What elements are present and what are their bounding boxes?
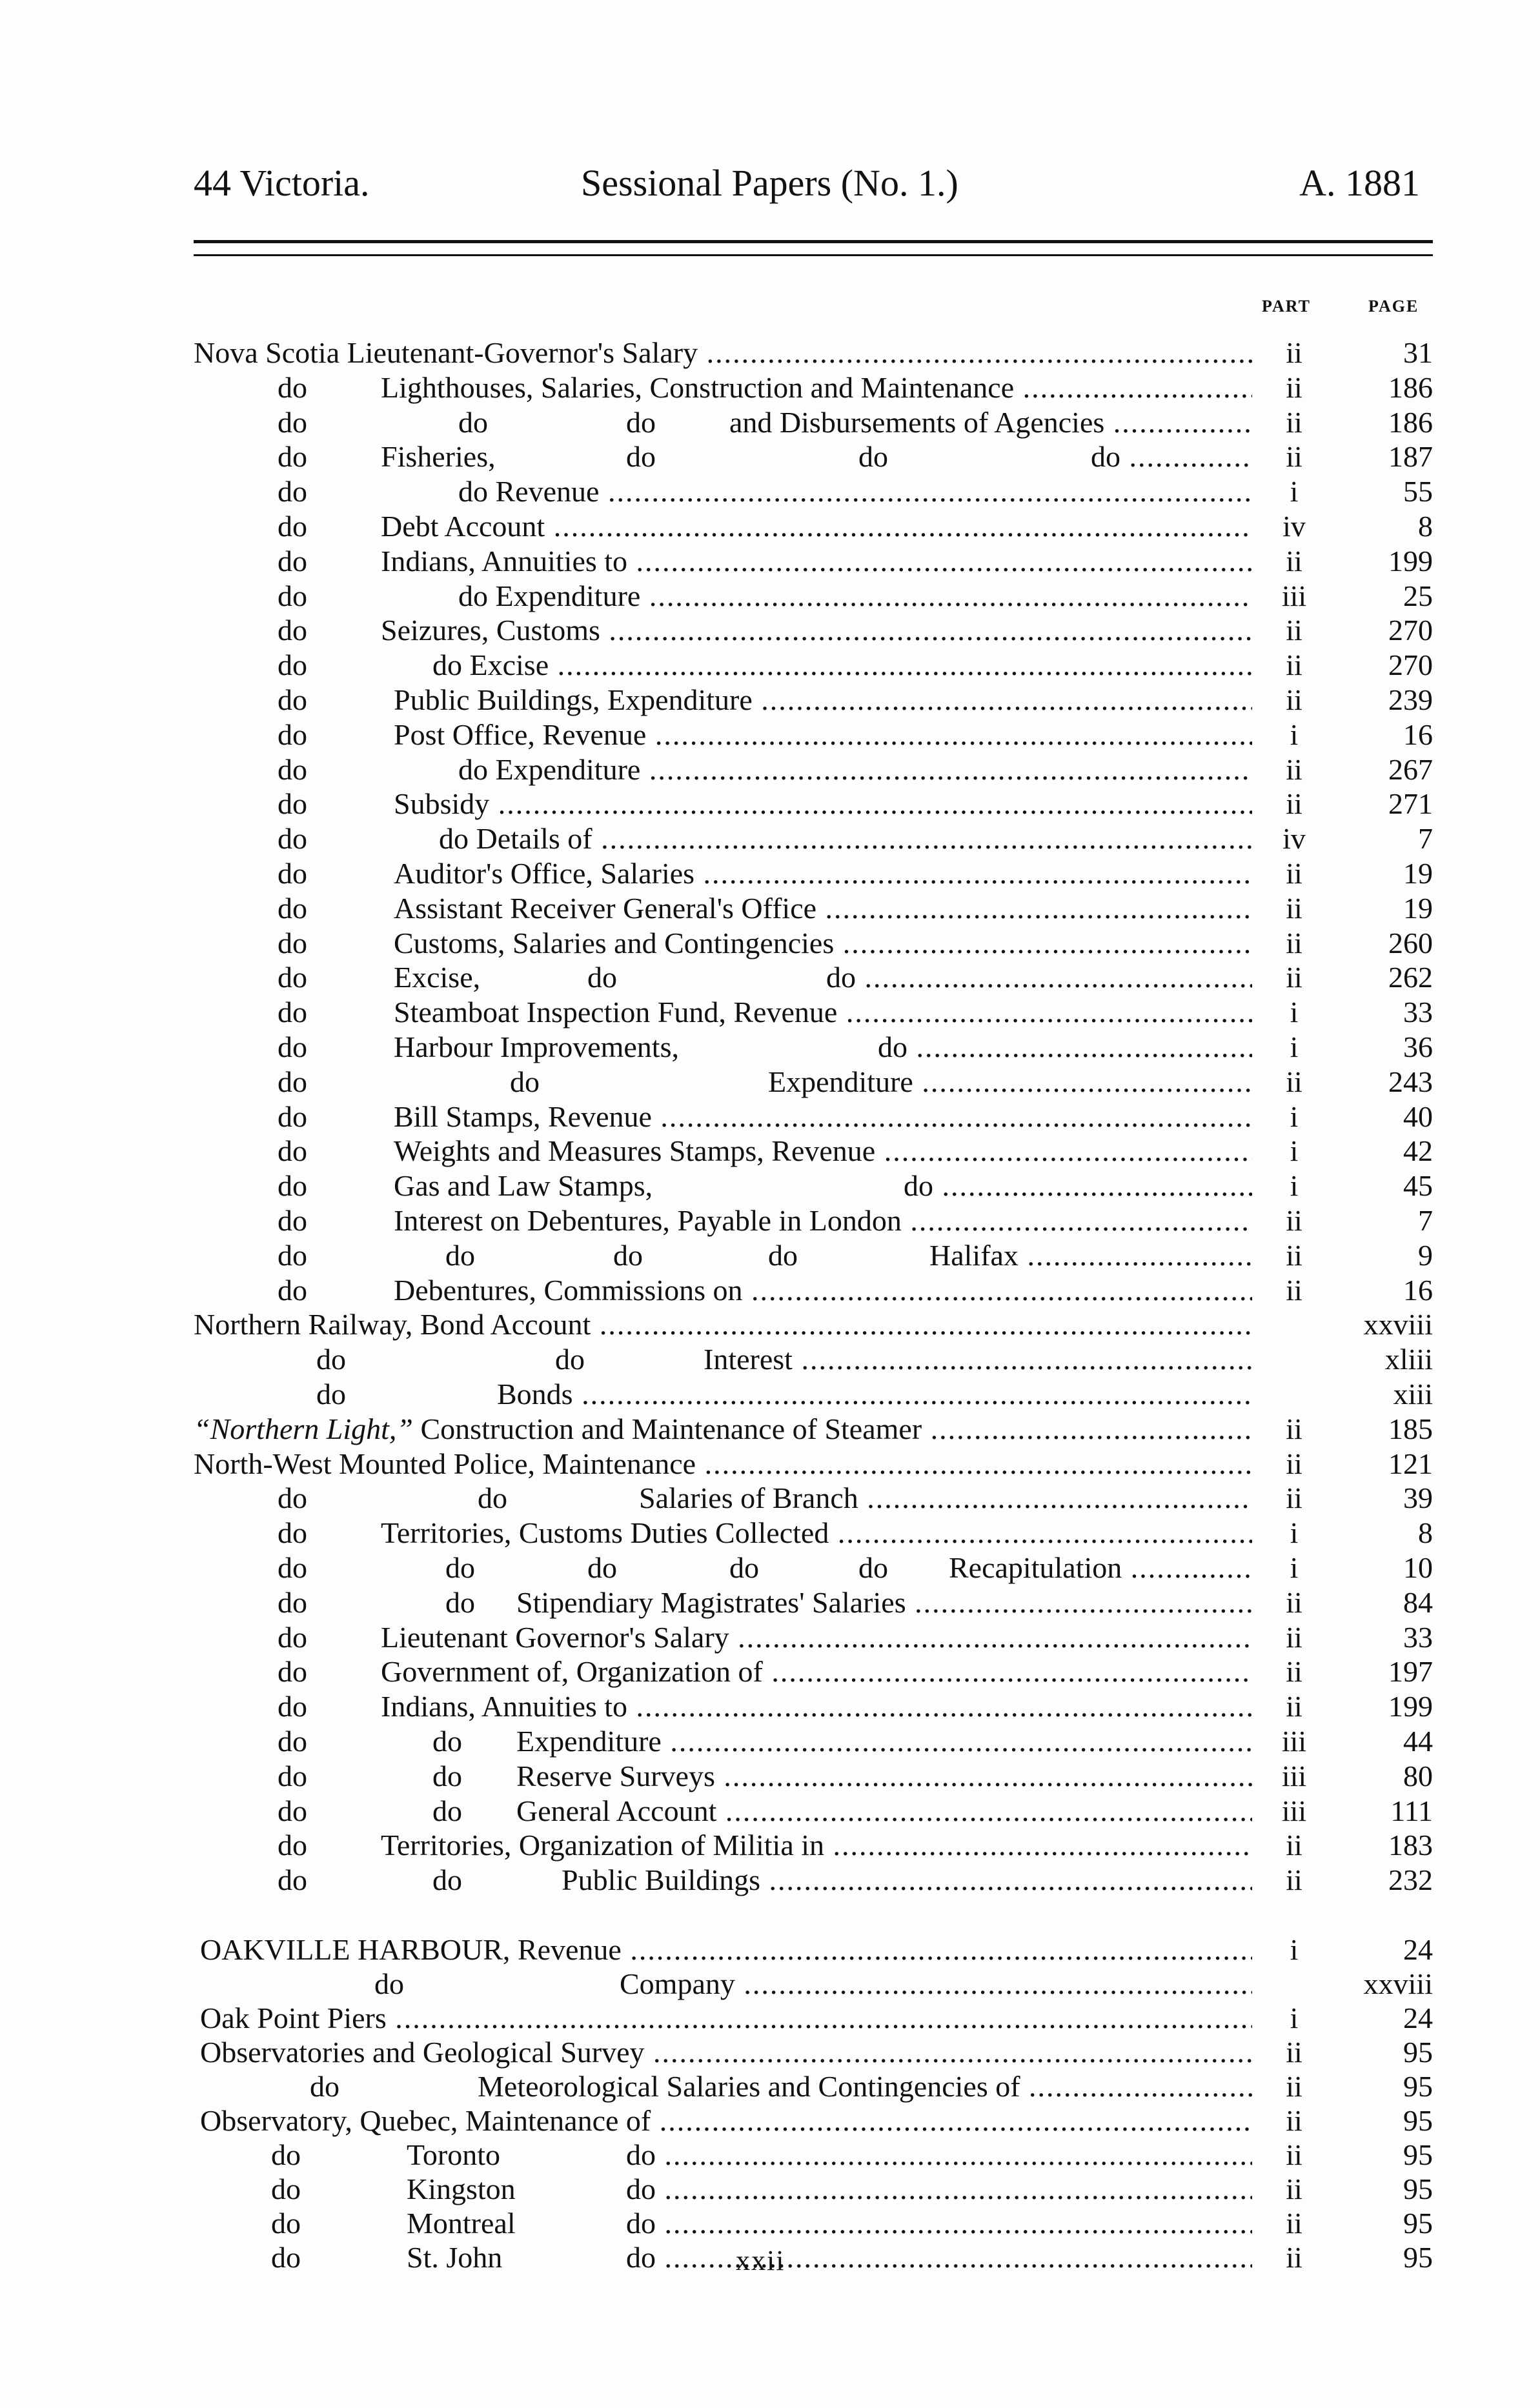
ditto-mark: do bbox=[278, 370, 307, 404]
entry-part: i bbox=[1290, 2002, 1299, 2034]
entry-page: 262 bbox=[1388, 961, 1433, 994]
entry-text: do bbox=[432, 1759, 462, 1792]
entry-part: ii bbox=[1286, 1655, 1302, 1689]
index-entry bbox=[0, 1238, 1540, 1273]
entry-page: 45 bbox=[1403, 1169, 1433, 1203]
index-entry bbox=[0, 370, 1540, 405]
index-entry bbox=[0, 2035, 1540, 2070]
entry-page: xxviii bbox=[1363, 1308, 1433, 1341]
entry-part: ii bbox=[1286, 614, 1302, 647]
ditto-mark: do bbox=[278, 683, 307, 716]
header-rule-thin bbox=[194, 254, 1433, 256]
header-session: 44 Victoria. bbox=[194, 162, 370, 204]
entry-text: do bbox=[458, 405, 488, 439]
entry-page: 10 bbox=[1403, 1551, 1433, 1584]
entry-part: ii bbox=[1286, 370, 1302, 404]
entry-part: iv bbox=[1282, 822, 1306, 856]
entry-page: xiii bbox=[1393, 1378, 1433, 1410]
entry-part: ii bbox=[1286, 2138, 1302, 2171]
entry-page: 55 bbox=[1403, 475, 1433, 508]
entry-part: ii bbox=[1286, 752, 1302, 786]
header-year: A. 1881 bbox=[1299, 162, 1420, 204]
ditto-mark: do bbox=[374, 1967, 404, 2000]
index-entry bbox=[0, 717, 1540, 752]
entry-text: Meteorological Salaries and Contingencies of ..... bbox=[478, 2069, 1252, 2104]
header-title: Sessional Papers (No. 1.) bbox=[581, 162, 958, 204]
index-entry bbox=[0, 1412, 1540, 1447]
index-entry bbox=[0, 2069, 1540, 2104]
ditto-mark: do bbox=[278, 926, 307, 959]
entry-text: do ..... bbox=[826, 960, 1252, 995]
entry-part: ii bbox=[1286, 891, 1302, 925]
entry-text: do ..... bbox=[626, 2172, 1252, 2207]
entry-text: Expenditure ..... bbox=[768, 1065, 1252, 1099]
ditto-mark: do bbox=[278, 1030, 307, 1063]
entry-text: General Account ..... bbox=[516, 1794, 1252, 1829]
entry-page: 16 bbox=[1403, 1273, 1433, 1307]
ditto-mark: do bbox=[271, 2172, 301, 2205]
ditto-mark: do bbox=[278, 440, 307, 474]
entry-page: 95 bbox=[1403, 2036, 1433, 2069]
index-entry bbox=[0, 1967, 1540, 2002]
entry-part: ii bbox=[1286, 336, 1302, 369]
entry-part: i bbox=[1290, 1551, 1299, 1584]
entry-text: do ..... bbox=[626, 2240, 1252, 2275]
entry-part: iii bbox=[1281, 579, 1307, 612]
index-entry bbox=[0, 1307, 1540, 1342]
index-entry bbox=[0, 1585, 1540, 1620]
entry-page: 95 bbox=[1403, 2138, 1433, 2171]
entry-text: Post Office, Revenue ..... bbox=[394, 717, 1252, 752]
entry-text: do bbox=[626, 405, 656, 439]
entry-text: do bbox=[587, 1551, 617, 1584]
index-entry bbox=[0, 1654, 1540, 1689]
entry-text: Salaries of Branch ..... bbox=[639, 1481, 1252, 1516]
entry-text: Debt Account ..... bbox=[381, 509, 1252, 544]
index-entry bbox=[0, 1550, 1540, 1585]
ditto-mark: do bbox=[278, 1620, 307, 1654]
entry-page: 24 bbox=[1403, 2002, 1433, 2034]
entry-text: Government of, Organization of ..... bbox=[381, 1654, 1252, 1689]
index-entry bbox=[0, 1932, 1540, 1967]
ditto-mark: do bbox=[278, 1585, 307, 1619]
page-header bbox=[194, 161, 1420, 219]
entry-part: ii bbox=[1286, 1412, 1302, 1445]
entry-page: 80 bbox=[1403, 1759, 1433, 1792]
entry-text: Seizures, Customs ..... bbox=[381, 613, 1252, 648]
entry-text: Nova Scotia Lieutenant-Governor's Salary ..... bbox=[194, 336, 1252, 370]
index-entry bbox=[0, 683, 1540, 717]
entry-text: do Expenditure ..... bbox=[458, 579, 1252, 614]
entry-part: i bbox=[1290, 717, 1299, 751]
entry-text: do ..... bbox=[904, 1169, 1252, 1203]
entry-part: ii bbox=[1286, 2207, 1302, 2240]
ditto-mark: do bbox=[278, 1481, 307, 1515]
index-entry bbox=[0, 2103, 1540, 2138]
entry-text: Halifax ..... bbox=[929, 1238, 1252, 1273]
ditto-mark: do bbox=[278, 1516, 307, 1550]
ditto-mark: do bbox=[278, 1794, 307, 1827]
header-rule-thick bbox=[194, 240, 1433, 243]
entry-text: Weights and Measures Stamps, Revenue ..... bbox=[394, 1134, 1252, 1169]
ditto-mark: do bbox=[278, 822, 307, 856]
entry-text: Public Buildings ..... bbox=[562, 1863, 1252, 1898]
entry-text: Recapitulation ..... bbox=[949, 1550, 1252, 1585]
index-entry bbox=[0, 2001, 1540, 2036]
index-entry bbox=[0, 1828, 1540, 1863]
entry-page: 7 bbox=[1418, 1204, 1433, 1237]
entry-page: 31 bbox=[1403, 336, 1433, 369]
entry-part: ii bbox=[1286, 544, 1302, 577]
index-entry bbox=[0, 891, 1540, 926]
entry-part: i bbox=[1290, 1134, 1299, 1168]
entry-text: do bbox=[432, 1725, 462, 1758]
entry-page: 8 bbox=[1418, 1516, 1433, 1550]
entry-text: Subsidy ..... bbox=[394, 787, 1252, 821]
entry-page: 121 bbox=[1388, 1447, 1433, 1480]
entry-part: ii bbox=[1286, 1585, 1302, 1619]
index-entry bbox=[0, 1794, 1540, 1829]
index-entry bbox=[0, 1481, 1540, 1516]
entry-part: ii bbox=[1286, 787, 1302, 821]
column-header-part: PART bbox=[1262, 297, 1311, 316]
entry-page: 183 bbox=[1388, 1829, 1433, 1862]
entry-page: 25 bbox=[1403, 579, 1433, 612]
entry-text: Fisheries, bbox=[381, 440, 496, 474]
ditto-mark: do bbox=[278, 1655, 307, 1689]
entry-page: 40 bbox=[1403, 1099, 1433, 1133]
index-entry bbox=[0, 648, 1540, 683]
index-entry bbox=[0, 2206, 1540, 2241]
entry-part: ii bbox=[1286, 1863, 1302, 1897]
ditto-mark: do bbox=[278, 961, 307, 994]
ditto-mark: do bbox=[278, 1099, 307, 1133]
ditto-mark: do bbox=[278, 717, 307, 751]
index-entry bbox=[0, 1759, 1540, 1794]
entry-page: 42 bbox=[1403, 1134, 1433, 1168]
ditto-mark: do bbox=[278, 857, 307, 890]
entry-text: do bbox=[432, 1863, 462, 1897]
entry-text: “Northern Light,” Construction and Maintenance of Steamer ..... bbox=[194, 1412, 1252, 1447]
index-entry bbox=[0, 787, 1540, 821]
entry-part: i bbox=[1290, 1933, 1299, 1966]
ditto-mark: do bbox=[278, 405, 307, 439]
index-entry bbox=[0, 509, 1540, 544]
entry-page: 186 bbox=[1388, 370, 1433, 404]
entry-text: do bbox=[768, 1238, 798, 1272]
ditto-mark: do bbox=[278, 996, 307, 1029]
entry-part: ii bbox=[1286, 1238, 1302, 1272]
entry-part: iii bbox=[1281, 1759, 1307, 1792]
entry-part: ii bbox=[1286, 1620, 1302, 1654]
ditto-mark: do bbox=[278, 579, 307, 612]
entry-page: 260 bbox=[1388, 926, 1433, 959]
ditto-mark: do bbox=[278, 1238, 307, 1272]
index-entry bbox=[0, 1863, 1540, 1898]
ditto-mark: do bbox=[278, 1759, 307, 1792]
entry-text: Gas and Law Stamps, bbox=[394, 1169, 653, 1203]
entry-text: Company ..... bbox=[620, 1967, 1252, 2002]
entry-part: i bbox=[1290, 996, 1299, 1029]
index-entry bbox=[0, 1030, 1540, 1065]
entry-text: do bbox=[858, 1551, 888, 1584]
entry-part: iv bbox=[1282, 510, 1306, 543]
index-entry bbox=[0, 1516, 1540, 1550]
entry-page: 33 bbox=[1403, 996, 1433, 1029]
index-entry bbox=[0, 405, 1540, 440]
entry-text: Excise, bbox=[394, 961, 481, 994]
index-entry bbox=[0, 752, 1540, 787]
index-entry bbox=[0, 1689, 1540, 1724]
index-entry bbox=[0, 2138, 1540, 2172]
entry-text: do bbox=[729, 1551, 759, 1584]
entry-text: do bbox=[587, 961, 617, 994]
ditto-mark: do bbox=[278, 1690, 307, 1723]
index-entry bbox=[0, 1447, 1540, 1481]
entry-part: i bbox=[1290, 1516, 1299, 1550]
entry-text: do Details of ..... bbox=[439, 821, 1252, 856]
entry-text: Public Buildings, Expenditure ..... bbox=[394, 683, 1252, 717]
index-entry bbox=[0, 1273, 1540, 1308]
entry-text: do ..... bbox=[626, 2206, 1252, 2241]
entry-text: do bbox=[858, 440, 888, 474]
entry-page: 33 bbox=[1403, 1620, 1433, 1654]
entry-part: ii bbox=[1286, 857, 1302, 890]
index-entry bbox=[0, 544, 1540, 579]
entry-text: do bbox=[555, 1343, 585, 1376]
ditto-mark: do bbox=[278, 752, 307, 786]
entry-part: ii bbox=[1286, 2070, 1302, 2103]
index-entry bbox=[0, 1099, 1540, 1134]
entry-text: do Expenditure ..... bbox=[458, 752, 1252, 787]
entry-part: ii bbox=[1286, 1065, 1302, 1098]
entry-text: do bbox=[432, 1794, 462, 1827]
ditto-mark: do bbox=[316, 1343, 346, 1376]
entry-text: Kingston bbox=[407, 2172, 516, 2205]
ditto-mark: do bbox=[278, 1829, 307, 1862]
entry-text: Steamboat Inspection Fund, Revenue ..... bbox=[394, 995, 1252, 1030]
entry-text: do bbox=[626, 440, 656, 474]
entry-part: ii bbox=[1286, 683, 1302, 716]
entry-page: 24 bbox=[1403, 1933, 1433, 1966]
ditto-mark: do bbox=[278, 1863, 307, 1897]
index-entry bbox=[0, 926, 1540, 961]
entry-part: iii bbox=[1281, 1725, 1307, 1758]
entry-part: ii bbox=[1286, 1829, 1302, 1862]
entry-page: 19 bbox=[1403, 857, 1433, 890]
entry-part: ii bbox=[1286, 405, 1302, 439]
ditto-mark: do bbox=[278, 1725, 307, 1758]
entry-part: ii bbox=[1286, 926, 1302, 959]
entry-text: Assistant Receiver General's Office ..... bbox=[394, 891, 1252, 926]
index-entry bbox=[0, 1134, 1540, 1169]
entry-part: ii bbox=[1286, 2104, 1302, 2137]
ditto-mark: do bbox=[278, 1065, 307, 1098]
entry-part: ii bbox=[1286, 1273, 1302, 1307]
entry-page: 44 bbox=[1403, 1725, 1433, 1758]
column-header-page: PAGE bbox=[1368, 297, 1419, 316]
entry-page: 95 bbox=[1403, 2207, 1433, 2240]
entry-part: i bbox=[1290, 1030, 1299, 1063]
entry-text: and Disbursements of Agencies ..... bbox=[729, 405, 1252, 440]
entry-part: ii bbox=[1286, 1481, 1302, 1515]
entry-part: ii bbox=[1286, 2172, 1302, 2205]
index-entry bbox=[0, 1203, 1540, 1238]
entry-text: Observatories and Geological Survey ..... bbox=[200, 2035, 1252, 2070]
entry-part: i bbox=[1290, 475, 1299, 508]
entry-text: do bbox=[510, 1065, 540, 1098]
page-number: xxii bbox=[736, 2245, 785, 2276]
entry-page: 19 bbox=[1403, 891, 1433, 925]
entry-text: Territories, Organization of Militia in ..... bbox=[381, 1828, 1252, 1863]
entry-text: do bbox=[445, 1551, 475, 1584]
entry-text: Expenditure ..... bbox=[516, 1724, 1252, 1759]
ditto-mark: do bbox=[271, 2241, 301, 2274]
entry-page: 185 bbox=[1388, 1412, 1433, 1445]
entry-part: i bbox=[1290, 1099, 1299, 1133]
ditto-mark: do bbox=[316, 1378, 346, 1410]
entry-text: Lieutenant Governor's Salary ..... bbox=[381, 1620, 1252, 1655]
entry-text: do ..... bbox=[878, 1030, 1252, 1065]
ditto-mark: do bbox=[271, 2138, 301, 2171]
entry-page: xliii bbox=[1384, 1343, 1433, 1376]
entry-text: Stipendiary Magistrates' Salaries ..... bbox=[516, 1585, 1252, 1620]
entry-part: ii bbox=[1286, 648, 1302, 682]
index-entry bbox=[0, 1724, 1540, 1759]
index-entry bbox=[0, 856, 1540, 891]
ditto-mark: do bbox=[271, 2207, 301, 2240]
index-entry bbox=[0, 1620, 1540, 1655]
entry-page: 271 bbox=[1388, 787, 1433, 821]
entry-part: ii bbox=[1286, 1690, 1302, 1723]
entry-page: 187 bbox=[1388, 440, 1433, 474]
entry-text: do Revenue ..... bbox=[458, 474, 1252, 509]
index-entry bbox=[0, 1377, 1540, 1412]
entry-text: Territories, Customs Duties Collected ..... bbox=[381, 1516, 1252, 1550]
entry-page: 270 bbox=[1388, 614, 1433, 647]
entry-text: Interest on Debentures, Payable in London ..... bbox=[394, 1203, 1252, 1238]
entry-page: 232 bbox=[1388, 1863, 1433, 1897]
entry-text: Toronto bbox=[407, 2138, 500, 2171]
entry-part: iii bbox=[1281, 1794, 1307, 1827]
ditto-mark: do bbox=[278, 1134, 307, 1168]
entry-part: i bbox=[1290, 1169, 1299, 1203]
entry-page: 9 bbox=[1418, 1238, 1433, 1272]
index-entry bbox=[0, 1342, 1540, 1377]
entry-text: Lighthouses, Salaries, Construction and Maintenance ..... bbox=[381, 370, 1252, 405]
ditto-mark: do bbox=[278, 544, 307, 577]
entry-text: do bbox=[478, 1481, 507, 1515]
ditto-mark: do bbox=[278, 648, 307, 682]
entry-text: North-West Mounted Police, Maintenance ..... bbox=[194, 1447, 1252, 1481]
entry-part: ii bbox=[1286, 961, 1302, 994]
ditto-mark: do bbox=[278, 1551, 307, 1584]
entry-text: St. John bbox=[407, 2241, 503, 2274]
entry-part: ii bbox=[1286, 2241, 1302, 2274]
entry-text: do ..... bbox=[626, 2138, 1252, 2172]
ditto-mark: do bbox=[278, 475, 307, 508]
entry-page: 95 bbox=[1403, 2241, 1433, 2274]
entry-text: Observatory, Quebec, Maintenance of ..... bbox=[200, 2103, 1252, 2138]
index-entry bbox=[0, 1169, 1540, 1203]
ditto-mark: do bbox=[278, 614, 307, 647]
entry-page: 84 bbox=[1403, 1585, 1433, 1619]
index-entry bbox=[0, 613, 1540, 648]
entry-text: do Excise ..... bbox=[432, 648, 1252, 683]
index-entry bbox=[0, 2172, 1540, 2207]
entry-page: 8 bbox=[1418, 510, 1433, 543]
ditto-mark: do bbox=[278, 1169, 307, 1203]
entry-part: ii bbox=[1286, 1447, 1302, 1480]
entry-page: 111 bbox=[1390, 1794, 1433, 1827]
ditto-mark: do bbox=[310, 2070, 339, 2103]
entry-text: Auditor's Office, Salaries ..... bbox=[394, 856, 1252, 891]
ditto-mark: do bbox=[278, 510, 307, 543]
ditto-mark: do bbox=[278, 787, 307, 821]
index-entry bbox=[0, 995, 1540, 1030]
ditto-mark: do bbox=[278, 1204, 307, 1237]
entry-text: do bbox=[613, 1238, 643, 1272]
entry-page: 95 bbox=[1403, 2172, 1433, 2205]
ditto-mark: do bbox=[278, 1273, 307, 1307]
entry-page: 95 bbox=[1403, 2104, 1433, 2137]
entry-page: 7 bbox=[1418, 822, 1433, 856]
index-entry bbox=[0, 960, 1540, 995]
entry-page: 95 bbox=[1403, 2070, 1433, 2103]
entry-text: Indians, Annuities to ..... bbox=[381, 544, 1252, 579]
entry-text: do bbox=[445, 1585, 475, 1619]
entry-text: Customs, Salaries and Contingencies ..... bbox=[394, 926, 1252, 961]
index-entry bbox=[0, 474, 1540, 509]
entry-page: 267 bbox=[1388, 752, 1433, 786]
entry-text: Montreal bbox=[407, 2207, 516, 2240]
index-entry bbox=[0, 336, 1540, 370]
ditto-mark: do bbox=[278, 891, 307, 925]
entry-text: do bbox=[445, 1238, 475, 1272]
index-entry bbox=[0, 821, 1540, 856]
entry-page: 239 bbox=[1388, 683, 1433, 716]
entry-page: 243 bbox=[1388, 1065, 1433, 1098]
entry-page: 39 bbox=[1403, 1481, 1433, 1515]
entry-page: xxviii bbox=[1363, 1967, 1433, 2000]
entry-page: 197 bbox=[1388, 1655, 1433, 1689]
entry-text: Bonds ..... bbox=[497, 1377, 1252, 1412]
entry-page: 270 bbox=[1388, 648, 1433, 682]
entry-text: Reserve Surveys ..... bbox=[516, 1759, 1252, 1794]
entry-page: 199 bbox=[1388, 1690, 1433, 1723]
entry-part: ii bbox=[1286, 1204, 1302, 1237]
entry-text: Oak Point Piers ..... bbox=[200, 2001, 1252, 2036]
entry-text: Debentures, Commissions on ..... bbox=[394, 1273, 1252, 1308]
entry-text: Northern Railway, Bond Account ..... bbox=[194, 1307, 1252, 1342]
entry-text: Indians, Annuities to ..... bbox=[381, 1689, 1252, 1724]
index-entry bbox=[0, 439, 1540, 474]
entry-text: Bill Stamps, Revenue ..... bbox=[394, 1099, 1252, 1134]
entry-part: ii bbox=[1286, 2036, 1302, 2069]
entry-page: 199 bbox=[1388, 544, 1433, 577]
entry-page: 36 bbox=[1403, 1030, 1433, 1063]
entry-page: 186 bbox=[1388, 405, 1433, 439]
entry-part: ii bbox=[1286, 440, 1302, 474]
index-entry bbox=[0, 579, 1540, 614]
entry-text: OAKVILLE HARBOUR, Revenue ..... bbox=[200, 1932, 1252, 1967]
entry-text: do ..... bbox=[1091, 439, 1252, 474]
entry-text: Harbour Improvements, bbox=[394, 1030, 679, 1063]
entry-text: Interest ..... bbox=[704, 1342, 1252, 1377]
entry-page: 16 bbox=[1403, 717, 1433, 751]
index-entry bbox=[0, 1065, 1540, 1099]
